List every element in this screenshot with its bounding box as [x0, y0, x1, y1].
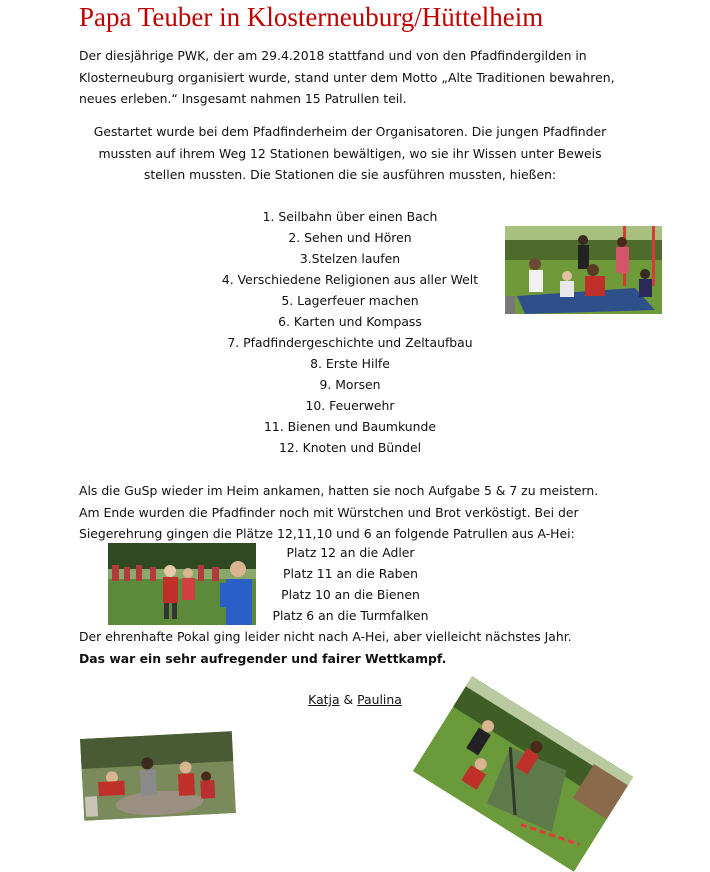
authors-ampersand: &	[339, 692, 358, 707]
list-item: 8. Erste Hilfe	[310, 356, 390, 371]
list-item: Platz 6 an die Turmfalken	[272, 608, 429, 623]
list-item: 3.Stelzen laufen	[299, 251, 401, 266]
author-paulina: Paulina	[357, 692, 402, 707]
list-item: 1. Seilbahn über einen Bach	[262, 209, 438, 224]
list-item: Platz 10 an die Bienen	[281, 587, 420, 602]
list-item: 2. Sehen und Hören	[288, 230, 412, 245]
photo-campfire-station	[80, 731, 236, 821]
list-item: Platz 12 an die Adler	[286, 545, 415, 560]
list-item: 11. Bienen und Baumkunde	[264, 419, 436, 434]
photo-scouts-on-meadow	[505, 226, 662, 314]
list-item: 9. Morsen	[319, 377, 381, 392]
list-item: 6. Karten und Kompass	[278, 314, 422, 329]
page-title: Papa Teuber in Klosterneuburg/Hüttelheim	[79, 2, 544, 32]
return-paragraph: Als die GuSp wieder im Heim ankamen, hatten sie noch Aufgabe 5 & 7 zu meistern. Am Ende wurden die Pfadfinder noch mit Würstchen und Brot verköstigt. Bei der Siegerehrung gingen die Plätze 12,11,10 und 6 an folgende Patrullen aus A-Hei:	[79, 483, 599, 541]
authors-signature	[0, 690, 710, 710]
trophy-paragraph: Der ehrenhafte Pokal ging leider nicht nach A-Hei, aber vielleicht nächstes Jahr.	[79, 629, 572, 644]
list-item: Platz 11 an die Raben	[282, 566, 419, 581]
closing-paragraph: Das war ein sehr aufregender und fairer Wettkampf.	[79, 651, 447, 666]
placings-list	[258, 542, 443, 626]
stations-list	[200, 206, 500, 458]
list-item: 4. Verschiedene Religionen aus aller Welt	[221, 272, 479, 287]
intro-paragraph: Der diesjährige PWK, der am 29.4.2018 stattfand und von den Pfadfindergilden in Klosterneuburg organisiert wurde, stand unter dem Motto „Alte Traditionen bewahren, neues erleben.“ Insgesamt nahmen 15 Patrullen teil.	[79, 48, 615, 106]
list-item: 12. Knoten und Bündel	[278, 440, 422, 455]
author-katja: Katja	[308, 692, 340, 707]
list-item: 7. Pfadfindergeschichte und Zeltaufbau	[227, 335, 473, 350]
list-item: 5. Lagerfeuer machen	[281, 293, 419, 308]
list-item: 10. Feuerwehr	[305, 398, 395, 413]
photo-award-ceremony	[108, 543, 256, 625]
start-paragraph: Gestartet wurde bei dem Pfadfinderheim der Organisatoren. Die jungen Pfadfinder mussten auf ihrem Weg 12 Stationen bewältigen, wo sie ihr Wissen unter Beweis stellen mussten. Die Stationen die sie ausführen mussten, hießen:	[93, 124, 607, 182]
